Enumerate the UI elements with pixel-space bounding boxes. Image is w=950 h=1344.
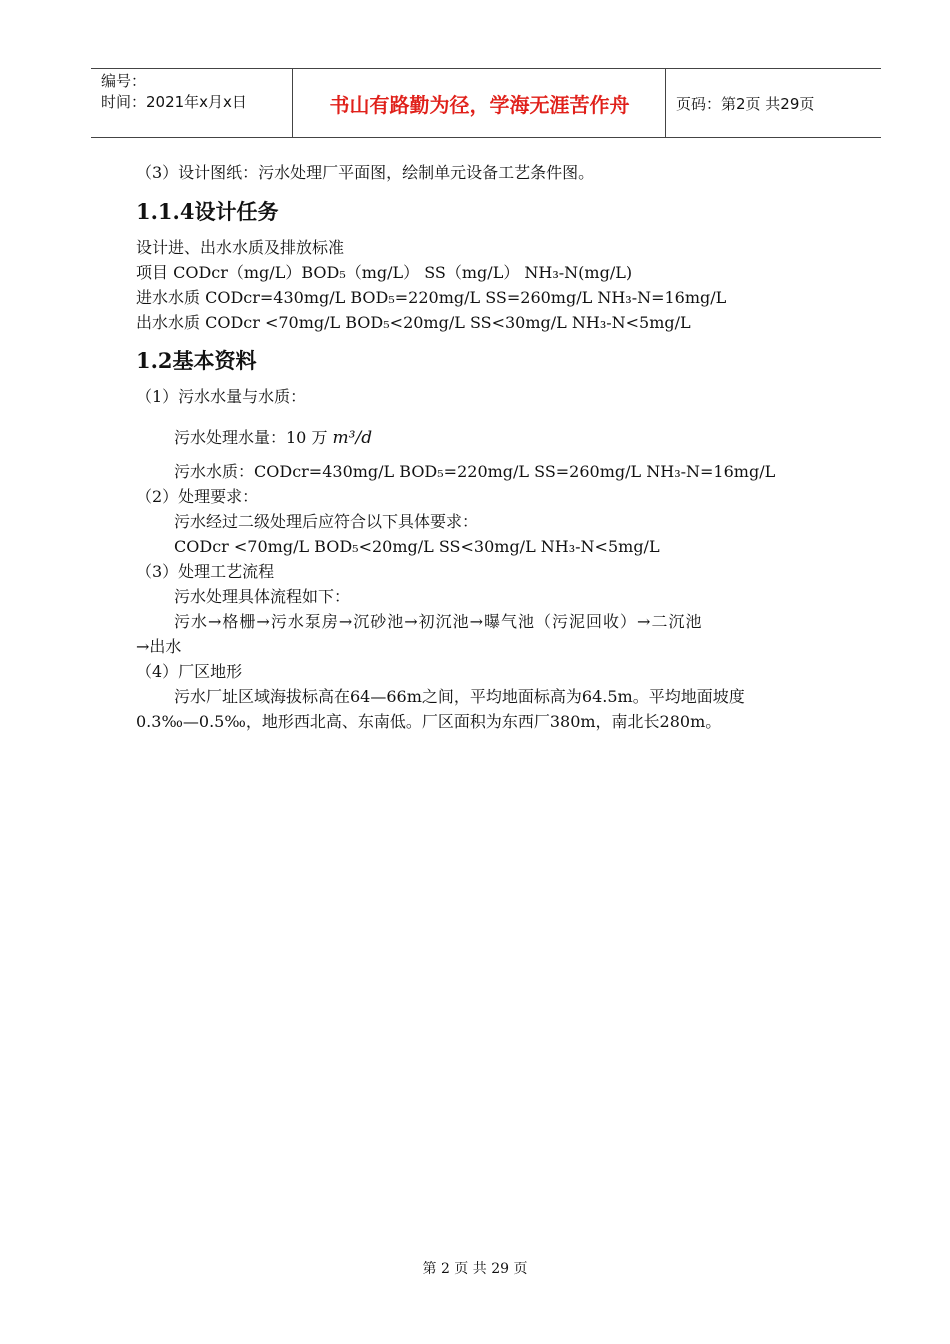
motto: 书山有路勤为径，学海无涯苦作舟 (329, 92, 630, 117)
flow-rate-text: 污水处理水量：10 万 (174, 428, 328, 447)
paragraph-line: CODcr <70mg/L BOD₅<20mg/L SS<30mg/L NH₃-N<5mg/L (174, 537, 660, 556)
paragraph-line: 项目 CODcr（mg/L）BOD₅（mg/L） SS（mg/L） NH₃-N(mg/L) (136, 263, 633, 282)
footer-page-number: 第 2 页 共 29 页 (422, 1261, 528, 1277)
section-heading-basic-data: 1.2基本资料 (136, 348, 257, 373)
paragraph-line: 污水经过二级处理后应符合以下具体要求： (174, 512, 479, 531)
design-drawings-line: （3）设计图纸：污水处理厂平面图，绘制单元设备工艺条件图。 (136, 163, 595, 182)
paragraph-line: （2）处理要求： (136, 487, 259, 506)
process-flow-line: →出水 (136, 637, 182, 656)
process-flow-line: 污水→格栅→污水泵房→沉砂池→初沉池→曝气池（污泥回收）→二沉池 (174, 612, 703, 631)
page-header-table (91, 68, 881, 138)
paragraph-line: （4）厂区地形 (136, 662, 243, 681)
paragraph-line: （3）处理工艺流程 (136, 562, 275, 581)
paragraph-line: 进水水质 CODcr=430mg/L BOD₅=220mg/L SS=260mg/L NH₃-N=16mg/L (136, 288, 727, 307)
paragraph-line: 污水厂址区域海拔标高在64—66m之间，平均地面标高为64.5m。平均地面坡度 (174, 687, 745, 706)
number-label: 编号： (101, 72, 147, 90)
section-heading-design-task: 1.1.4设计任务 (136, 199, 279, 224)
paragraph-line: 设计进、出水水质及排放标准 (136, 238, 345, 257)
time-label: 时间：2021年x月x日 (101, 93, 247, 111)
page-label: 页码：第2页 共29页 (676, 95, 815, 113)
header-left-cell (101, 71, 247, 113)
paragraph-line: 污水水质：CODcr=430mg/L BOD₅=220mg/L SS=260mg/L NH₃-N=16mg/L (174, 462, 776, 481)
paragraph-line: 污水处理具体流程如下： (174, 587, 351, 606)
flow-rate-line (174, 427, 372, 449)
paragraph-line: 出水水质 CODcr <70mg/L BOD₅<20mg/L SS<30mg/L NH₃-N<5mg/L (136, 313, 691, 332)
flow-rate-unit: m³/d (332, 428, 373, 448)
paragraph-line: 0.3‰—0.5‰，地形西北高、东南低。厂区面积为东西厂380m，南北长280m。 (136, 712, 722, 731)
paragraph-line: （1）污水水量与水质： (136, 387, 307, 406)
